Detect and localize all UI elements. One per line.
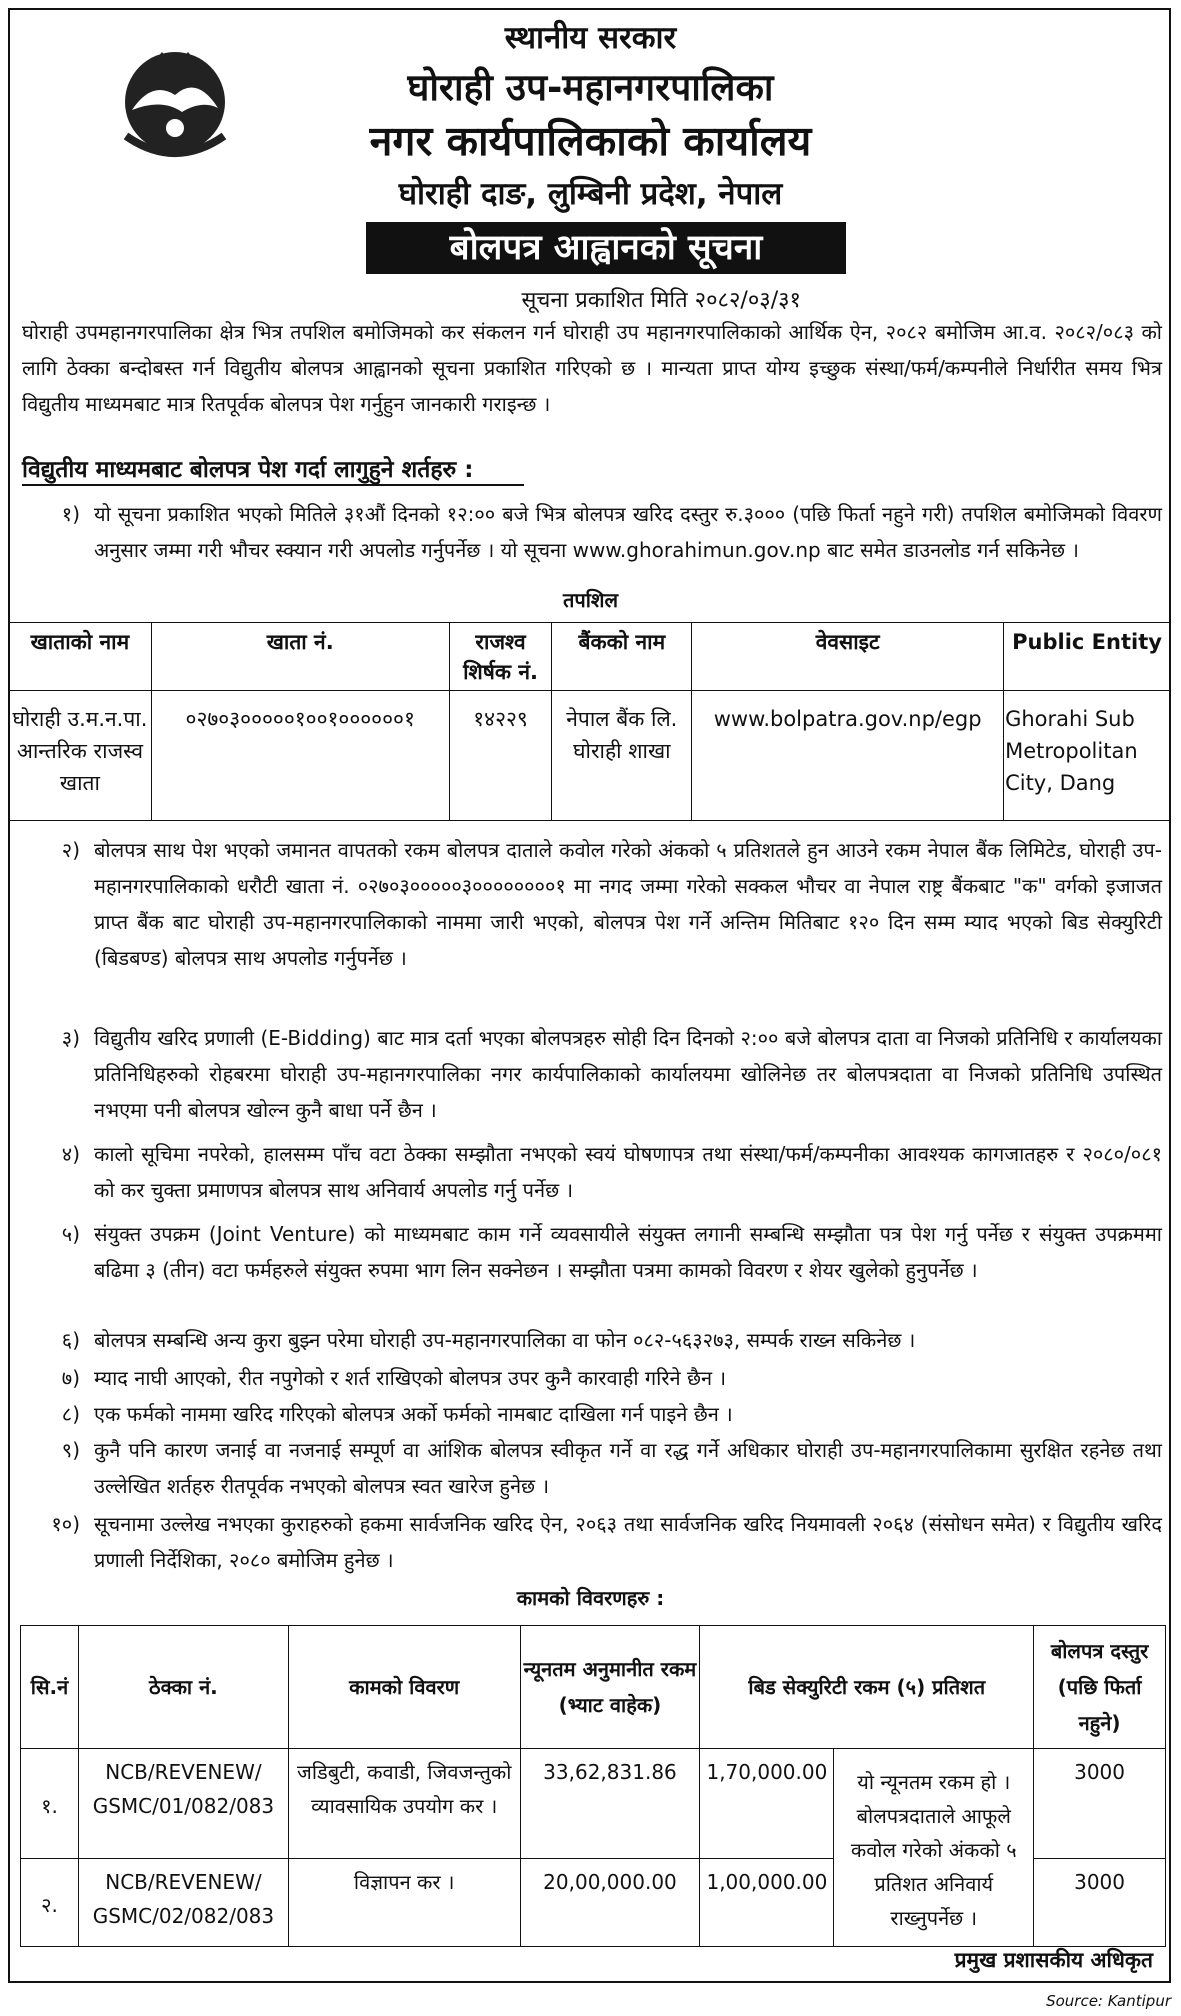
serial-cell: २.	[21, 1859, 79, 1947]
contract-number-cell: NCB/REVENEW/ GSMC/02/082/083	[78, 1859, 288, 1947]
table-header-cell: सि.नं	[21, 1626, 79, 1749]
clause-1	[22, 496, 1162, 568]
bid-fee-cell: 3000	[1034, 1749, 1166, 1859]
clause-number: ६)	[61, 1328, 80, 1352]
intro-paragraph: घोराही उपमहानगरपालिका क्षेत्र भित्र तपशिल बमोजिमको कर संकलन गर्न घोराही उप महानगरपालिकाको आर्थिक ऐन, २०८२ बमोजिम आ.व. २०८२/०८३ को लागि ठेक्का बन्दोबस्त गर्न विद्युतीय बोलपत्र आह्वानको सूचना प्रकाशित गरिएको छ । मान्यता प्राप्त योग्य इच्छुक संस्था/फर्म/कम्पनीले निर्धारीत समय भित्र विद्युतीय माध्यमबाट मात्र रितपूर्वक बोलपत्र पेश गर्नुहुन जानकारी गराइन्छ ।	[22, 320, 1162, 416]
estimated-amount-cell: 20,00,000.00	[520, 1859, 700, 1947]
publish-date: सूचना प्रकाशित मिति २०८२/०३/३१	[521, 288, 801, 313]
account-name-cell: घोराही उ.म.न.पा. आन्तरिक राजस्व खाता	[9, 691, 152, 821]
clause-5	[22, 1216, 1162, 1288]
header-line-2: घोराही उप-महानगरपालिका	[407, 66, 774, 109]
table-header-cell: Public Entity	[1004, 623, 1171, 691]
clause-4	[22, 1136, 1162, 1208]
clause-number: ९)	[61, 1438, 80, 1462]
clause-text: संयुक्त उपक्रम (Joint Venture) को माध्यमबाट काम गर्ने व्यवसायीले संयुक्त लगानी सम्बन्धि सम्झौता पत्र पेश गर्नु पर्नेछ र संयुक्त उपक्रममा बढिमा ३ (तीन) वटा फर्महरुले संयुक्त रुपमा भाग लिन सक्नेछन । सम्झौता पत्रमा कामको विवरण र शेयर खुलेको हुनुपर्नेछ ।	[94, 1222, 1162, 1282]
account-table	[8, 622, 1171, 821]
clause-number: २)	[61, 838, 80, 862]
clause-text: कालो सूचिमा नपरेको, हालसम्म पाँच वटा ठेक्का सम्झौता नभएको स्वयं घोषणापत्र तथा संस्था/फर्म/कम्पनीका आवश्यक कागजातहरु र २०८०/०८१ को कर चुक्ता प्रमाणपत्र बोलपत्र साथ अनिवार्य अपलोड गर्नु पर्नेछ ।	[94, 1142, 1162, 1202]
clause-2	[22, 832, 1162, 976]
contract-number-cell: NCB/REVENEW/ GSMC/01/082/083	[78, 1749, 288, 1859]
table-header-cell: ठेक्का नं.	[78, 1626, 288, 1749]
source-credit: Source: Kantipur	[1046, 1992, 1171, 2010]
table-header-row	[9, 623, 1171, 691]
table-header-cell: न्यूनतम अनुमानीत रकम (भ्याट वाहेक)	[520, 1626, 700, 1749]
clause-number: ३)	[61, 1026, 80, 1050]
website-cell: www.bolpatra.gov.np/egp	[692, 691, 1004, 821]
work-heading: कामको विवरणहरु :	[516, 1586, 665, 1610]
signature: प्रमुख प्रशासकीय अधिकृत	[954, 1948, 1153, 1972]
revenue-head-cell: १४२२९	[449, 691, 552, 821]
conditions-underline	[22, 484, 524, 486]
bid-security-cell: 1,70,000.00	[700, 1749, 834, 1859]
clause-number: ७)	[61, 1366, 80, 1390]
clause-7	[22, 1360, 1162, 1396]
clause-number: ५)	[61, 1222, 80, 1246]
schedule-label: तपशिल	[562, 588, 619, 612]
clause-3	[22, 1020, 1162, 1128]
table-row	[9, 691, 1171, 821]
table-header-cell: खाता नं.	[151, 623, 449, 691]
clause-text: एक फर्मको नाममा खरिद गरिएको बोलपत्र अर्को फर्मको नामबाट दाखिला गर्न पाइने छैन ।	[94, 1402, 733, 1426]
account-number-cell: ०२७०३०००००१००१००००००१	[151, 691, 449, 821]
clause-text: विद्युतीय खरिद प्रणाली (E-Bidding) बाट मात्र दर्ता भएका बोलपत्रहरु सोही दिन दिनको २:०० बजे बोलपत्र दाता वा निजको प्रतिनिधि र कार्यालयका प्रतिनिधिहरुको रोहबरमा घोराही उप-महानगरपालिका नगर कार्यपालिकाको कार्यालयमा खोलिनेछ तर बोलपत्रदाता वा निजको प्रतिनिधि उपस्थित नभएमा पनी बोलपत्र खोल्न कुनै बाधा पर्ने छैन ।	[94, 1026, 1162, 1122]
security-note-cell: यो न्यूनतम रकम हो । बोलपत्रदाताले आफूले कवोल गरेको अंकको ५ प्रतिशत अनिवार्य राख्नुपर्नेछ ।	[834, 1749, 1034, 1947]
table-header-cell: बिड सेक्युरिटी रकम (५) प्रतिशत	[700, 1626, 1034, 1749]
notice-title: बोलपत्र आह्वानको सूचना	[366, 222, 846, 274]
table-row	[21, 1749, 1166, 1859]
clause-text: बोलपत्र सम्बन्धि अन्य कुरा बुझ्न परेमा घोराही उप-महानगरपालिका वा फोन ०८२-५६३२७३, सम्पर्क राख्न सकिनेछ ।	[94, 1328, 916, 1352]
table-header-cell: खाताको नाम	[9, 623, 152, 691]
work-description-cell: विज्ञापन कर ।	[288, 1859, 520, 1947]
table-header-cell: बैंकको नाम	[552, 623, 692, 691]
clause-number: ४)	[61, 1142, 80, 1166]
header-line-1: स्थानीय सरकार	[504, 20, 677, 56]
bank-name-cell: नेपाल बैंक लि. घोराही शाखा	[552, 691, 692, 821]
conditions-heading: विद्युतीय माध्यमबाट बोलपत्र पेश गर्दा लागुहुने शर्तहरु :	[22, 457, 474, 483]
bid-fee-cell: 3000	[1034, 1859, 1166, 1947]
clause-9	[22, 1432, 1162, 1504]
clause-10	[22, 1506, 1162, 1578]
serial-cell: १.	[21, 1749, 79, 1859]
clause-text: यो सूचना प्रकाशित भएको मितिले ३१औं दिनको १२:०० बजे भित्र बोलपत्र खरिद दस्तुर रु.३००० (पछि फिर्ता नहुने गरी) तपशिल बमोजिमको विवरण अनुसार जम्मा गरी भौचर स्क्यान गरी अपलोड गर्नुपर्नेछ । यो सूचना www.ghorahimun.gov.np बाट समेत डाउनलोड गर्न सकिनेछ ।	[94, 502, 1162, 562]
clause-text: म्याद नाघी आएको, रीत नपुगेको र शर्त राखिएको बोलपत्र उपर कुनै कारवाही गरिने छैन ।	[94, 1366, 727, 1390]
table-header-cell: कामको विवरण	[288, 1626, 520, 1749]
public-entity-cell: Ghorahi Sub Metropolitan City, Dang	[1004, 691, 1171, 821]
work-description-cell: जडिबुटी, कवाडी, जिवजन्तुको व्यावसायिक उपयोग कर ।	[288, 1749, 520, 1859]
clause-text: कुनै पनि कारण जनाई वा नजनाई सम्पूर्ण वा आंशिक बोलपत्र स्वीकृत गर्ने वा रद्ध गर्ने अधिकार घोराही उप-महानगरपालिकामा सुरक्षित रहनेछ तथा उल्लेखित शर्तहरु रीतपूर्वक नभएको बोलपत्र स्वत खारेज हुनेछ ।	[94, 1438, 1162, 1498]
estimated-amount-cell: 33,62,831.86	[520, 1749, 700, 1859]
work-table	[20, 1625, 1166, 1947]
clause-8	[22, 1396, 1162, 1432]
clause-text: सूचनामा उल्लेख नभएका कुराहरुको हकमा सार्वजनिक खरिद ऐन, २०६३ तथा सार्वजनिक खरिद नियमावली २०६४ (संसोधन समेत) र विद्युतीय खरिद प्रणाली निर्देशिका, २०८० बमोजिम हुनेछ ।	[94, 1512, 1162, 1572]
clause-number: १०)	[51, 1512, 80, 1536]
table-header-cell: राजश्व शिर्षक नं.	[449, 623, 552, 691]
clause-6	[22, 1322, 1162, 1358]
table-header-row	[21, 1626, 1166, 1749]
table-header-cell: बोलपत्र दस्तुर (पछि फिर्ता नहुने)	[1034, 1626, 1166, 1749]
clause-number: ८)	[61, 1402, 80, 1426]
clause-text: बोलपत्र साथ पेश भएको जमानत वापतको रकम बोलपत्र दाताले कवोल गरेको अंकको ५ प्रतिशतले हुन आउने रकम नेपाल बैंक लिमिटेड, घोराही उप-महानगरपालिकाको धरौटी खाता नं. ०२७०३०००००३००००००००१ मा नगद जम्मा गरेको सक्कल भौचर वा नेपाल राष्ट्र बैंकबाट "क" वर्गको इजाजत प्राप्त बैंक बाट घोराही उप-महानगरपालिकाको नाममा जारी भएको, बोलपत्र पेश गर्ने अन्तिम मितिबाट १२० दिन सम्म म्याद भएको बिड सेक्युरिटी (बिडबण्ड) बोलपत्र साथ अपलोड गर्नुपर्नेछ ।	[94, 838, 1162, 970]
table-header-cell: वेवसाइट	[692, 623, 1004, 691]
clause-number: १)	[61, 502, 80, 526]
header-line-3: नगर कार्यपालिकाको कार्यालय	[369, 117, 812, 165]
header-line-4: घोराही दाङ, लुम्बिनी प्रदेश, नेपाल	[398, 176, 783, 212]
bid-security-cell: 1,00,000.00	[700, 1859, 834, 1947]
